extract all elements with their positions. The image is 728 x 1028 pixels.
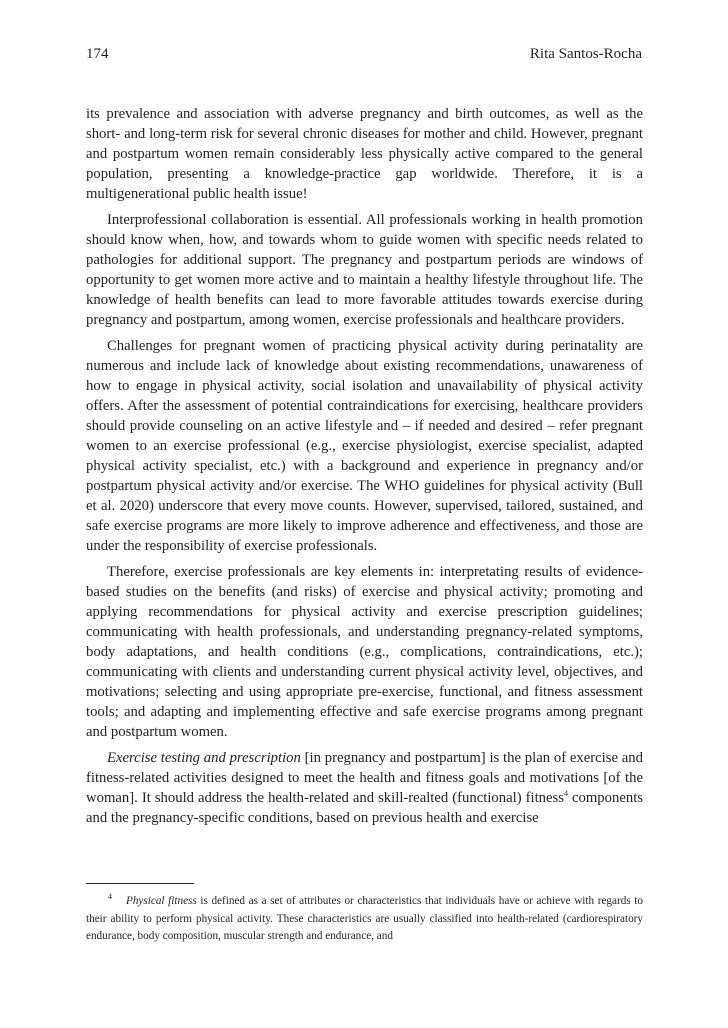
footnote-term: Physical fitness xyxy=(126,895,197,907)
body-text xyxy=(86,104,643,834)
paragraph-3: Challenges for pregnant women of practicing physical activity during perinatality are numerous and include lack of knowledge about existing recommendations, unawareness of how to engage in physical activity, social isolation and unavailability of physical activity offers. After the assessment of potential contraindications for exercising, healthcare providers should provide counseling on an active lifestyle and – if needed and desired – refer pregnant women to an exercise professional (e.g., exercise physiologist, exercise specialist, adapted physical activity specialist, etc.) with a background and experience in pregnancy and/or postpartum physical activity and/or exercise. The WHO guidelines for physical activity (Bull et al. 2020) underscore that every move counts. However, supervised, tailored, sustained, and safe exercise programs are more likely to improve adherence and effectiveness, and those are under the responsibility of exercise professionals. xyxy=(86,338,643,554)
term-exercise-testing: Exercise testing and prescription xyxy=(107,750,301,766)
footnote-divider xyxy=(86,883,194,884)
running-author: Rita Santos-Rocha xyxy=(529,46,642,62)
paragraph-2: Interprofessional collaboration is essential. All professionals working in health promotion should know when, how, and towards whom to guide women with specific needs related to pathologies for additional support. The pregnancy and postpartum periods are windows of opportunity to get women more active and to maintain a healthy lifestyle throughout life. The knowledge of health benefits can lead to more favorable attitudes towards exercise during pregnancy and postpartum, among women, exercise professionals and healthcare providers. xyxy=(86,212,643,328)
footnote-reference: 4 xyxy=(563,789,568,799)
paragraph-4: Therefore, exercise professionals are key elements in: interpretating results of evidence-based studies on the benefits (and risks) of exercise and physical activity; promoting and applying recommendations for physical activity and exercise prescription guidelines; communicating with health professionals, and understanding pregnancy-related symptoms, body adaptations, and health conditions (e.g., complications, contraindications, etc.); communicating with clients and understanding current physical activity level, objectives, and motivations; selecting and using appropriate pre-exercise, functional, and fitness assessment tools; and adapting and implementing effective and safe exercise programs among pregnant and postpartum women. xyxy=(86,564,643,740)
footnote: 4 Physical fitness is defined as a set of attributes or characteristics that individuals have or achieve with regards to their ability to perform physical activity. These characteristics are usually classified into health-related (cardiorespiratory endurance, body composition, muscular strength and endurance, and xyxy=(86,892,643,942)
page-number: 174 xyxy=(86,46,109,62)
paragraph-5 xyxy=(86,748,643,828)
running-header xyxy=(86,45,642,63)
paragraph-5-end: components and the pregnancy-specific conditions, based on previous health and exercise xyxy=(86,790,643,826)
paragraph-1: its prevalence and association with adverse pregnancy and birth outcomes, as well as the short- and long-term risk for several chronic diseases for mother and child. However, pregnant and postpartum women remain considerably less physically active compared to the general population, presenting a knowledge-practice gap worldwide. Therefore, it is a multigenerational public health issue! xyxy=(86,106,643,202)
footnote-text: is defined as a set of attributes or characteristics that individuals have or achieve with regards to their ability to perform physical activity. These characteristics are usually classified into health-related (cardiorespiratory endurance, body composition, muscular strength and endurance, and xyxy=(86,895,643,942)
paragraph-5-text: [in pregnancy and postpartum] is the plan of exercise and fitness-related activities designed to meet the health and fitness goals and motivations [of the woman]. It should address the health-related and skill-realted (functional) fitness xyxy=(86,750,643,806)
